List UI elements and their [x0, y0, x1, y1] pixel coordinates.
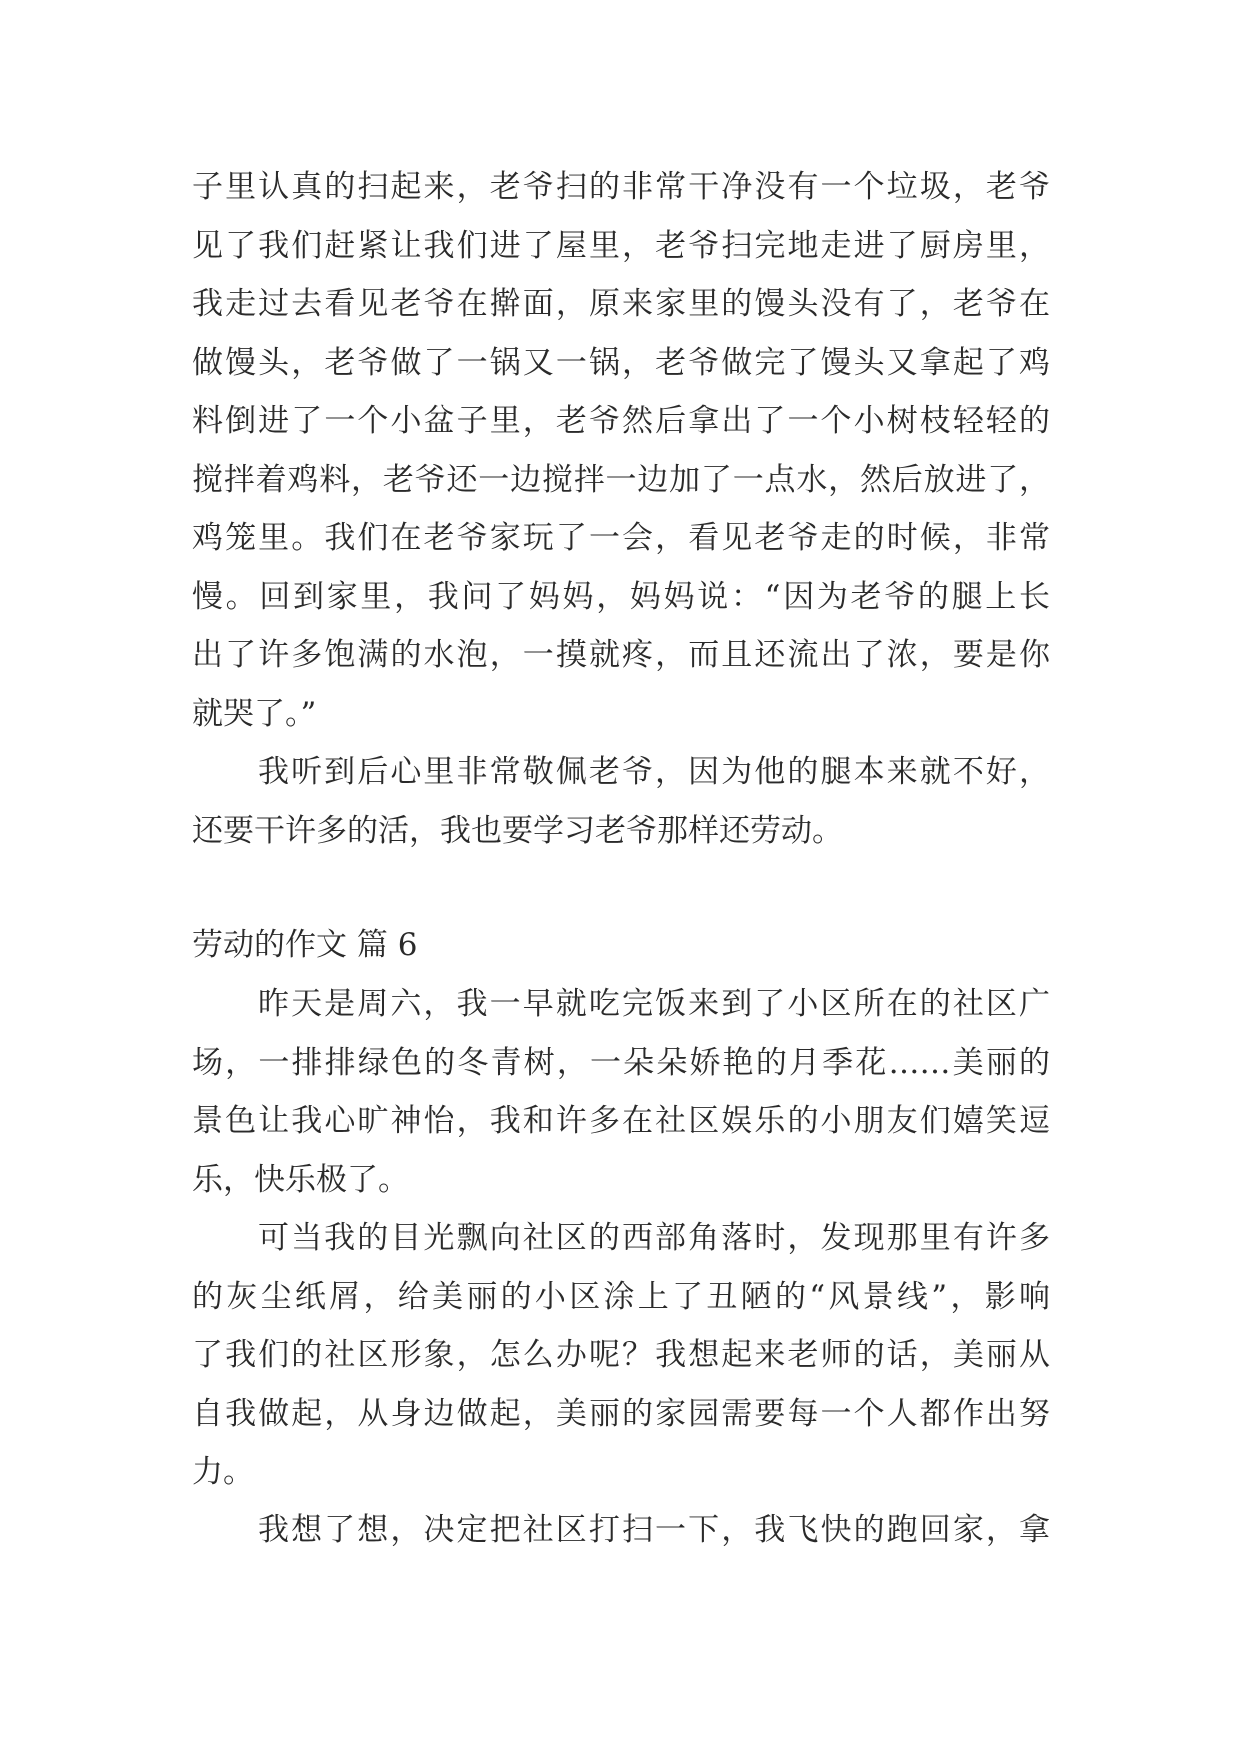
text-line: 昨天是周六，我一早就吃完饭来到了小区所在的社区广: [258, 986, 1050, 1022]
text-line: 的灰尘纸屑，给美丽的小区涂上了丑陋的“风景线”，影响: [192, 1278, 1050, 1315]
text-line: 子里认真的扫起来，老爷扫的非常干净没有一个垃圾，老爷: [192, 169, 1050, 205]
paragraph-corner: [192, 1209, 1050, 1502]
text-line: 还要干许多的活，我也要学习老爷那样还劳动。: [192, 812, 843, 849]
section-heading: 劳动的作文 篇 6: [192, 927, 418, 963]
text-line: 我听到后心里非常敬佩老爷，因为他的腿本来就不好，: [258, 754, 1050, 790]
text-line: 见了我们赶紧让我们进了屋里，老爷扫完地走进了厨房里，: [192, 227, 1050, 264]
text-line: 料倒进了一个小盆子里，老爷然后拿出了一个小树枝轻轻的: [192, 403, 1050, 439]
text-line: 自我做起，从身边做起，美丽的家园需要每一个人都作出努: [192, 1395, 1050, 1432]
text-line: 慢。回到家里，我问了妈妈，妈妈说：“因为老爷的腿上长: [192, 578, 1050, 615]
text-line: 就哭了。”: [192, 695, 317, 732]
text-line: 了我们的社区形象，怎么办呢？我想起来老师的话，美丽从: [192, 1337, 1050, 1373]
paragraph-admiration: [192, 743, 1050, 860]
text-line: 景色让我心旷神怡，我和许多在社区娱乐的小朋友们嬉笑逗: [192, 1103, 1050, 1139]
text-line: 搅拌着鸡料，老爷还一边搅拌一边加了一点水，然后放进了，: [192, 461, 1050, 498]
text-line: 出了许多饱满的水泡，一摸就疼，而且还流出了浓，要是你: [192, 637, 1050, 673]
text-line: 乐，快乐极了。: [192, 1161, 409, 1198]
text-line: 力。: [192, 1454, 254, 1490]
text-line: 场，一排排绿色的冬青树，一朵朵娇艳的月季花……美丽的: [192, 1044, 1050, 1081]
text-line: 我想了想，决定把社区打扫一下，我飞快的跑回家，拿: [258, 1512, 1050, 1548]
paragraph-saturday: [192, 975, 1050, 1209]
text-line: 我走过去看见老爷在擀面，原来家里的馒头没有了，老爷在: [192, 286, 1050, 322]
paragraph-decision: [192, 1501, 1050, 1560]
text-line: 鸡笼里。我们在老爷家玩了一会，看见老爷走的时候，非常: [192, 520, 1050, 556]
paragraph-continued: [192, 158, 1050, 743]
text-line: 做馒头，老爷做了一锅又一锅，老爷做完了馒头又拿起了鸡: [192, 344, 1050, 381]
text-line: 可当我的目光飘向社区的西部角落时，发现那里有许多: [258, 1220, 1050, 1256]
